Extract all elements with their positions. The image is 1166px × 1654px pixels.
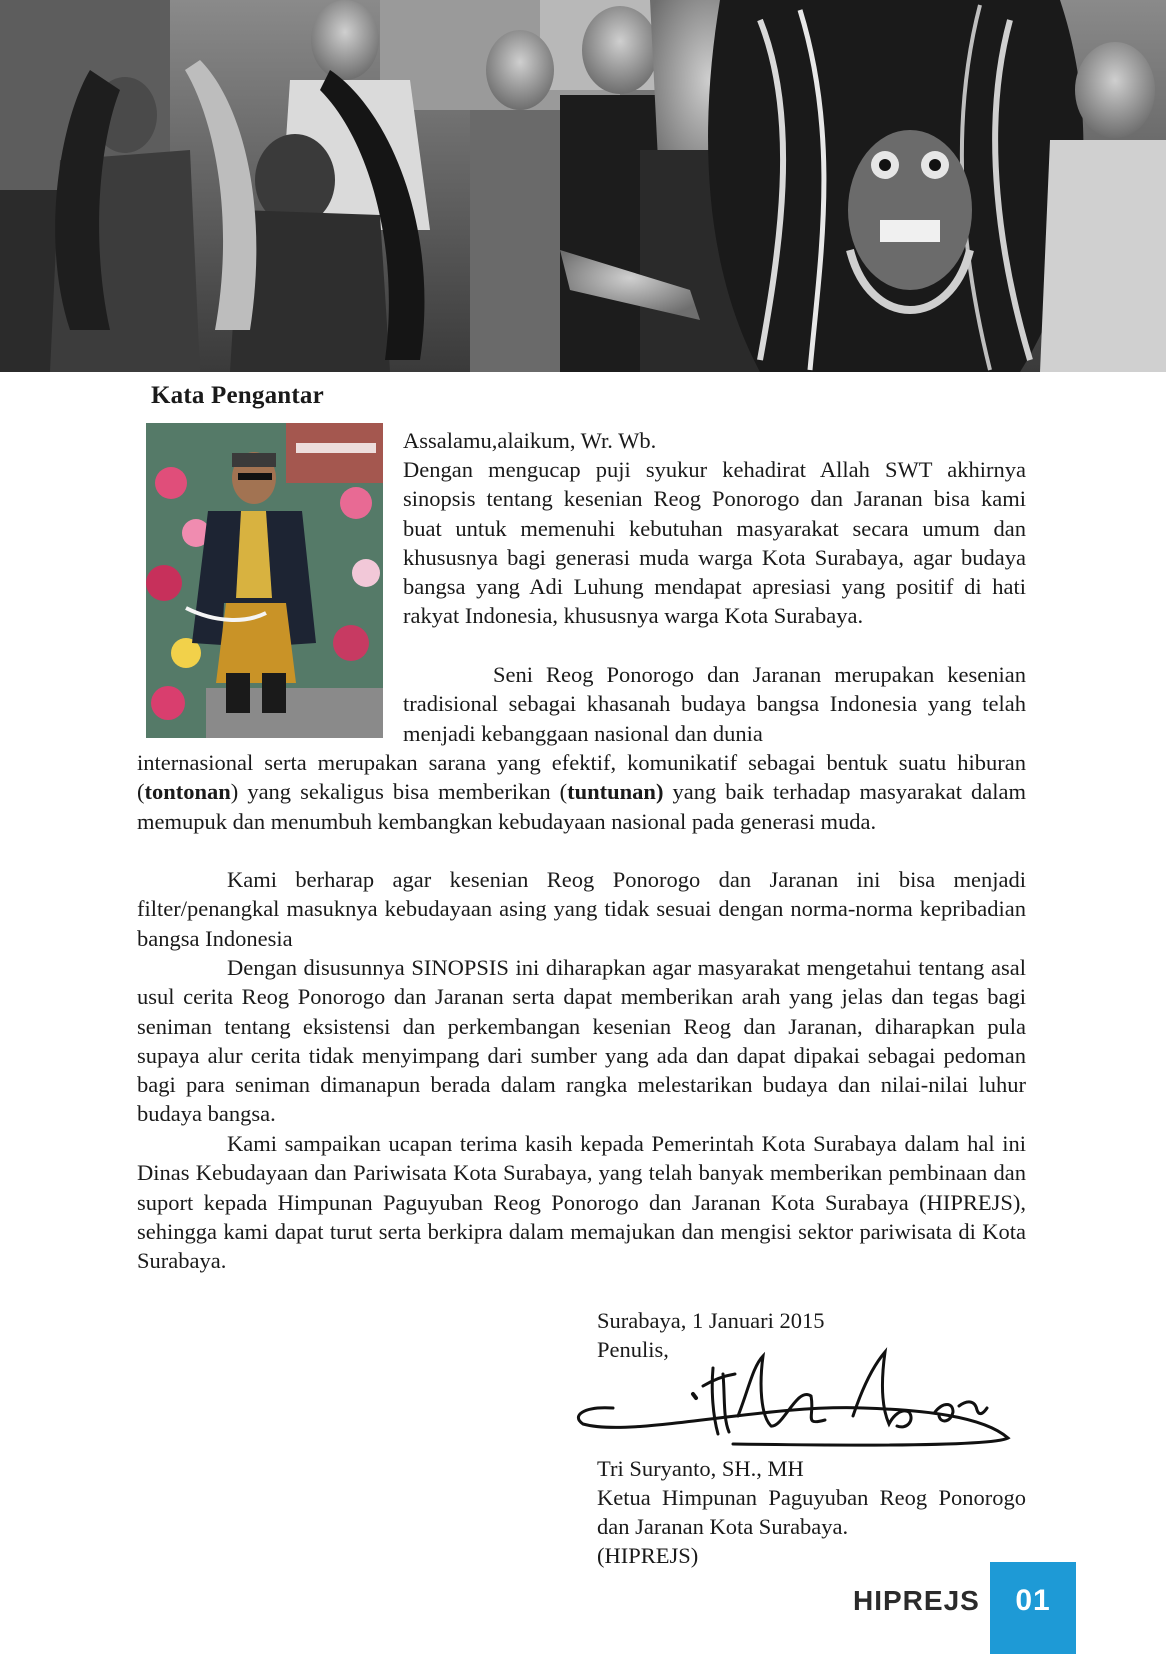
writer-role: Ketua Himpunan Paguyuban Reog Ponorogo dan Jaranan Kota Surabaya. xyxy=(597,1485,1026,1540)
page-title: Kata Pengantar xyxy=(151,382,324,409)
paragraph-4: Dengan disusunnya SINOPSIS ini diharapkan agar masyarakat mengetahui tentang asal usul cerita Reog Ponorogo dan Jaranan serta dapat memberikan arah yang jelas dan tegas bagi seniman tentang eksistensi dan perkembangan kesenian Reog dan Jaranan, diharapkan pula supaya alur cerita tidak menyimpang dari sumber yang ada dan dapat dipakai sebagai pedoman bagi para seniman dimanapun berada dalam rangka melestarikan budaya dan nilai-nilai luhur budaya bangsa. xyxy=(137,955,1026,1127)
paragraph-2-text-b: ) yang sekaligus bisa memberikan ( xyxy=(230,779,568,805)
greeting: Assalamu,alaikum, Wr. Wb. xyxy=(403,428,657,453)
paragraph-2-text-c: yang baik terhadap masyarakat dalam memupuk dan menumbuh kembangkan kebudayaan nasional pada generasi muda. xyxy=(137,779,1026,834)
paragraph-2-continued xyxy=(137,748,1026,836)
place-date: Surabaya, 1 Januari 2015 xyxy=(597,1308,825,1333)
page-number: 01 xyxy=(990,1562,1076,1654)
paragraph-1: Dengan mengucap puji syukur kehadirat Allah SWT akhirnya sinopsis tentang kesenian Reog Ponorogo dan Jaranan bisa kami buat untuk memenuhi kebutuhan masyarakat secara umum dan khususnya bagi generasi muda warga Kota Surabaya, agar budaya bangsa yang Adi Luhung mendapat apresiasi yang positif di hati rakyat Indonesia, khususnya warga Kota Surabaya. xyxy=(403,457,1026,629)
bold-term-tuntunan: tuntunan) xyxy=(567,779,664,805)
header-photo xyxy=(0,0,1166,372)
writer-name: Tri Suryanto, SH., MH xyxy=(597,1456,804,1481)
paragraph-2-wrapped: Seni Reog Ponorogo dan Jaranan merupakan kesenian tradisional sebagai khasanah budaya bangsa Indonesia yang telah menjadi kebanggaan nasional dan dunia xyxy=(403,662,1026,746)
writer-label: Penulis, xyxy=(597,1337,669,1362)
author-photo xyxy=(146,423,383,738)
paragraph-5: Kami sampaikan ucapan terima kasih kepada Pemerintah Kota Surabaya dalam hal ini Dinas Kebudayaan dan Pariwisata Kota Surabaya, yang telah banyak memberikan pembinaan dan suport kepada Himpunan Paguyuban Reog Ponorogo dan Jaranan Kota Surabaya (HIPREJS), sehingga kami dapat turut serta berkipra dalam memajukan dan mengisi sektor pariwisata di Kota Surabaya. xyxy=(137,1131,1026,1274)
bold-term-tontonan: tontonan xyxy=(144,779,231,805)
writer-organization: (HIPREJS) xyxy=(597,1543,699,1568)
footer-org-name: HIPREJS xyxy=(853,1585,980,1616)
paragraph-2-text-a: internasional serta merupakan sarana yang efektif, komunikatif sebagai bentuk suatu hiburan ( xyxy=(137,750,1026,805)
paragraph-3: Kami berharap agar kesenian Reog Ponorogo dan Jaranan ini bisa menjadi filter/penangkal masuknya kebudayaan asing yang tidak sesuai dengan norma-norma kepribadian bangsa Indonesia xyxy=(137,867,1026,951)
signature xyxy=(563,1346,1013,1456)
